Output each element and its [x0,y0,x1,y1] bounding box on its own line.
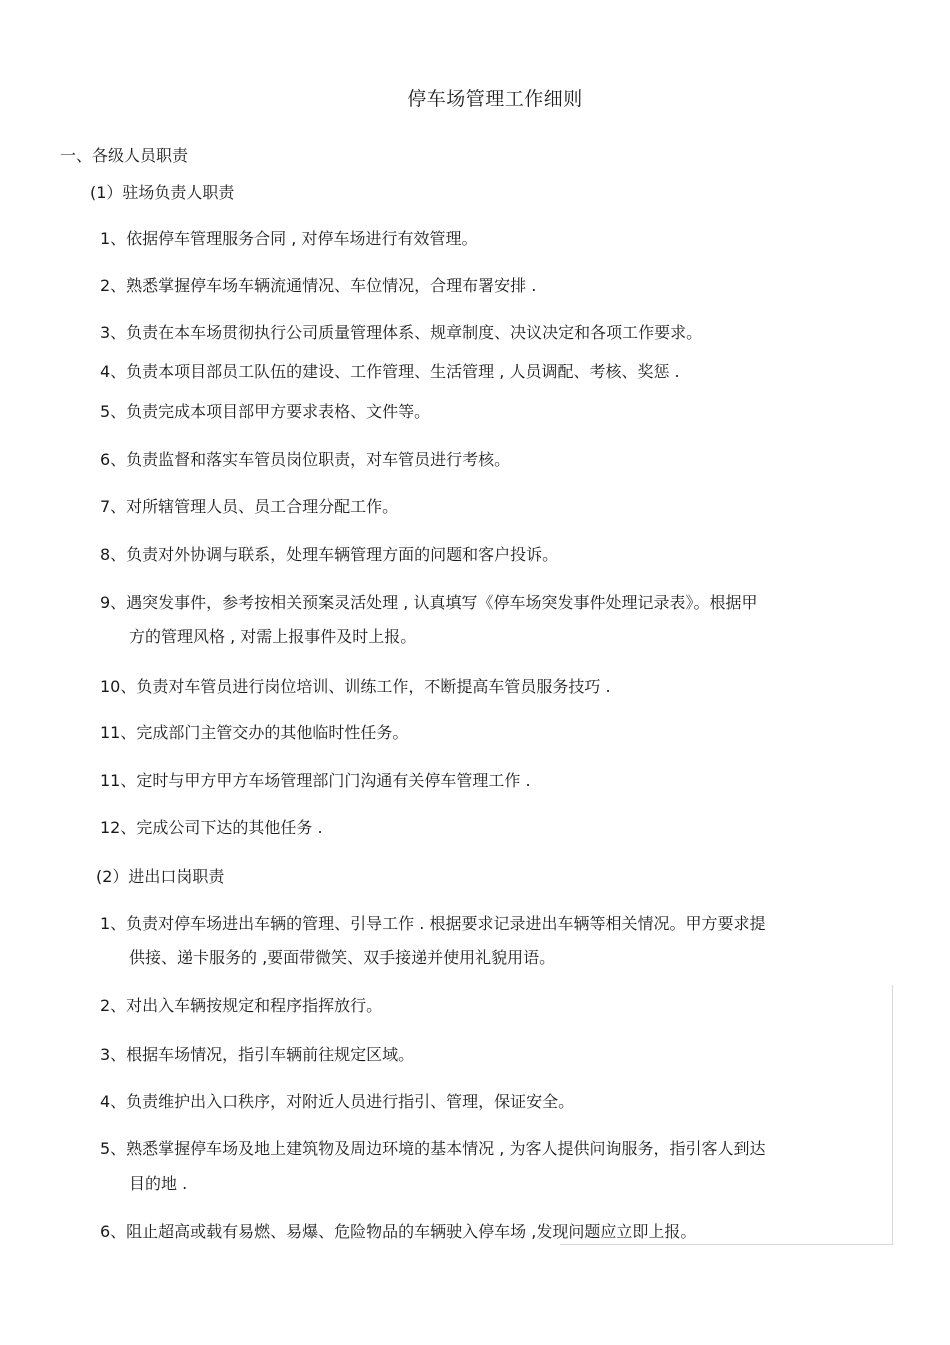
list-item: 9、遇突发事件，参考按相关预案灵活处理 , 认真填写《停车场突发事件处理记录表》。根据甲 [100,593,758,612]
list-item: 5、熟悉掌握停车场及地上建筑物及周边环境的基本情况 , 为客人提供问询服务，指引客人到达 [100,1139,766,1158]
list-item: 10、负责对车管员进行岗位培训、训练工作，不断提高车管员服务技巧 . [100,677,611,696]
page-frame-line [892,985,893,1245]
list-item: 6、负责监督和落实车管员岗位职责，对车管员进行考核。 [100,450,511,469]
list-item-continuation: 供接、递卡服务的 ,要面带微笑、双手接递并使用礼貌用语。 [129,948,556,967]
page-frame-line [560,1244,893,1245]
list-item: 11、完成部门主管交办的其他临时性任务。 [100,723,409,742]
page-title: 停车场管理工作细则 [407,88,583,110]
list-item: 12、完成公司下达的其他任务 . [100,818,323,837]
list-item: 7、对所辖管理人员、员工合理分配工作。 [100,497,399,516]
list-item: 3、负责在本车场贯彻执行公司质量管理体系、规章制度、决议决定和各项工作要求。 [100,323,703,342]
subsection-heading: (2）进出口岗职责 [96,867,225,886]
list-item: 11、定时与甲方甲方车场管理部门门沟通有关停车管理工作 . [100,771,531,790]
list-item: 3、根据车场情况，指引车辆前往规定区域。 [100,1045,415,1064]
list-item: 5、负责完成本项目部甲方要求表格、文件等。 [100,402,431,421]
list-item: 8、负责对外协调与联系，处理车辆管理方面的问题和客户投诉。 [100,545,559,564]
list-item: 2、熟悉掌握停车场车辆流通情况、车位情况，合理布署安排 . [100,276,537,295]
list-item: 6、阻止超高或载有易燃、易爆、危险物品的车辆驶入停车场 ,发现问题应立即上报。 [100,1222,697,1241]
list-item: 4、负责维护出入口秩序，对附近人员进行指引、管理，保证安全。 [100,1092,575,1111]
list-item: 1、依据停车管理服务合同 , 对停车场进行有效管理。 [100,229,478,248]
list-item: 2、对出入车辆按规定和程序指挥放行。 [100,996,383,1015]
list-item: 4、负责本项目部员工队伍的建设、工作管理、生活管理 , 人员调配、考核、奖惩 . [100,362,680,381]
list-item-continuation: 目的地 . [129,1174,188,1193]
subsection-heading: (1）驻场负责人职责 [90,183,235,202]
list-item-continuation: 方的管理风格 , 对需上报事件及时上报。 [129,627,417,646]
section-heading: 一、各级人员职责 [60,146,189,165]
list-item: 1、负责对停车场进出车辆的管理、引导工作 . 根据要求记录进出车辆等相关情况。甲方要求提 [100,914,766,933]
